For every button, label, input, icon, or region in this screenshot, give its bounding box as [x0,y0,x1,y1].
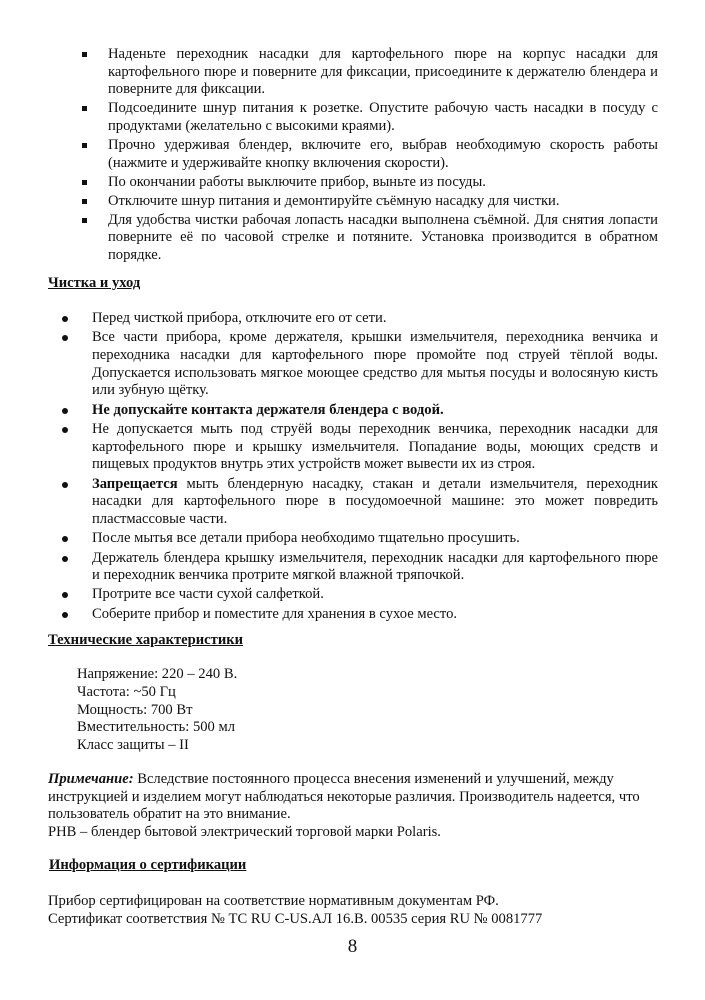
certification-line-2: Сертификат соответствия № ТС RU С-US.АЛ 16.В. 00535 серия RU № 0081777 [48,910,543,927]
square-bullet-icon [82,52,87,57]
list-item: После мытья все детали прибора необходимо тщательно просушить. [62,530,658,548]
cleaning-list [62,310,658,625]
square-bullet-icon [82,218,87,223]
spec-line: Вместительность: 500 мл [77,719,236,736]
specs-heading: Технические характеристики [48,632,244,648]
page-number: 8 [347,936,358,957]
round-bullet-icon [62,612,68,618]
round-bullet-icon [62,316,68,322]
square-bullet-icon [82,180,87,185]
round-bullet-icon [62,427,68,433]
list-item: Прочно удерживая блендер, включите его, выбрав необходимую скорость работы (нажмите и удерживайте кнопку включения скорости). [80,137,658,172]
round-bullet-icon [62,482,68,488]
list-item: Не допускайте контакта держателя блендера с водой. [62,402,658,420]
list-item: Подсоедините шнур питания к розетке. Опустите рабочую часть насадки в посуду с продуктами (желательно с высокими краями). [80,100,658,135]
list-item: Не допускается мыть под струёй воды переходник венчика, переходник насадки для картофельного пюре и крышку измельчителя. Попадание воды, моющих средств и пищевых продуктов внутрь этих устройств может вывести их из строя. [62,421,658,474]
assembly-steps-list [80,46,658,266]
spec-line: Частота: ~50 Гц [77,683,176,700]
cleaning-heading: Чистка и уход [48,275,141,291]
note-block [48,771,658,841]
square-bullet-icon [82,106,87,111]
note-paragraph [48,771,658,824]
list-item: Для удобства чистки рабочая лопасть насадки выполнена съёмной. Для снятия лопасти поверните её по часовой стрелке и потяните. Установка производится в обратном порядке. [80,212,658,265]
note-text: Вследствие постоянного процесса внесения изменений и улучшений, между инструкцией и изделием могут наблюдаться некоторые различия. Производитель надеется, что пользователь обратит на это внимание. [48,771,640,823]
round-bullet-icon [62,556,68,562]
round-bullet-icon [62,592,68,598]
round-bullet-icon [62,536,68,542]
list-item: По окончании работы выключите прибор, выньте из посуды. [80,174,658,192]
square-bullet-icon [82,199,87,204]
spec-line: Класс защиты – II [77,737,189,754]
certification-line-1: Прибор сертифицирован на соответствие нормативным документам РФ. [48,893,499,909]
list-item: Соберите прибор и поместите для хранения в сухое место. [62,606,658,624]
note-trademark-line: PHB – блендер бытовой электрический торговой марки Polaris. [48,823,441,840]
spec-line: Напряжение: 220 – 240 В. [77,666,238,682]
certification-block [48,893,658,929]
note-label: Примечание: [48,771,134,787]
list-item: Перед чисткой прибора, отключите его от сети. [62,310,658,328]
round-bullet-icon [62,335,68,341]
round-bullet-icon [62,408,68,414]
spec-line: Мощность: 700 Вт [77,701,193,718]
list-item: Все части прибора, кроме держателя, крышки измельчителя, переходника венчика и переходника насадки для картофельного пюре промойте под струей тёплой воды. Допускается использовать мягкое моющее средство для мытья посуды и волосяную кисть или зубную щётку. [62,329,658,399]
list-item: Протрите все части сухой салфеткой. [62,586,658,604]
specs-list [77,666,237,755]
list-item: Держатель блендера крышку измельчителя, переходник насадки для картофельного пюре и переходник венчика протрите мягкой влажной тряпочкой. [62,550,658,585]
list-item: Запрещается мыть блендерную насадку, стакан и детали измельчителя, переходник насадки для картофельного пюре в посудомоечной машине: это может повредить пластмассовые части. [62,476,658,529]
list-item: Наденьте переходник насадки для картофельного пюре на корпус насадки для картофельного пюре и поверните для фиксации, присоедините к держателю блендера и поверните для фиксации. [80,46,658,99]
list-item: Отключите шнур питания и демонтируйте съёмную насадку для чистки. [80,193,658,211]
square-bullet-icon [82,143,87,148]
certification-heading: Информация о сертификации [49,857,247,873]
